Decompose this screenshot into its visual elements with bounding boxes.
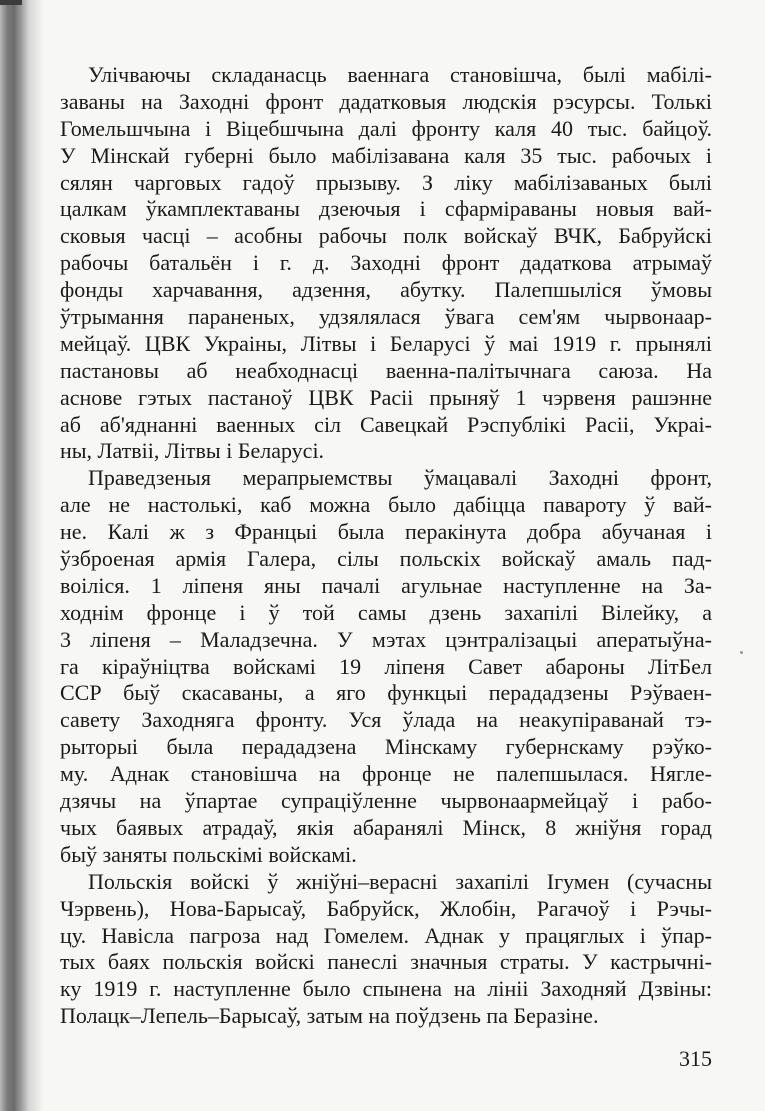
text-line: ку 1919 г. наступленне было спынена на лініі Заходняй Дзвіны: <box>60 976 712 1002</box>
text-line: Чэрвень), Нова-Барысаў, Бабруйск, Жлобін, Рагачоў і Рэчы- <box>60 895 712 921</box>
text-line: ўтрымання параненых, удзялялася ўвага сем'ям чырвонаар- <box>60 304 712 330</box>
text-line: аб аб'яднанні ваенных сіл Савецкай Рэспублікі Расіі, Украі- <box>60 411 712 437</box>
scan-corner-mark <box>0 0 22 5</box>
text-line: рыторыі была перададзена Мінскаму губернскаму рэўко- <box>60 734 712 760</box>
text-line: фонды харчавання, адзення, абутку. Палепшыліся ўмовы <box>60 277 712 303</box>
text-line: аснове гэтых пастаноў ЦВК Расіі прыняў 1 чэрвеня рашэнне <box>60 384 712 410</box>
text-line: чых баявых атрадаў, якія абаранялі Мінск, 8 жніўня горад <box>60 814 712 840</box>
text-line: дзячы на ўпартае супраціўленне чырвонаармейцаў і рабо- <box>60 788 712 814</box>
text-line: ны, Латвіі, Літвы і Беларусі. <box>60 438 325 464</box>
text-line: 3 ліпеня – Маладзечна. У мэтах цэнтралізацыі аператыўна- <box>60 626 712 652</box>
text-line: ўзброеная армія Галера, сілы польскіх войскаў амаль пад- <box>60 546 712 572</box>
text-line: га кіраўніцтва войскамі 19 ліпеня Савет абароны ЛітБел <box>60 653 712 679</box>
scan-speck <box>740 651 743 654</box>
paragraph-2 <box>60 465 712 868</box>
text-line: мейцаў. ЦВК Украіны, Літвы і Беларусі ў маі 1919 г. прынялі <box>60 330 712 356</box>
text-line: тых баях польскія войскі панеслі значныя страты. У кастрычні- <box>60 949 712 975</box>
text-line: воіліся. 1 ліпеня яны пачалі агульнае наступленне на За- <box>60 572 712 598</box>
text-line: цу. Навісла пагроза над Гомелем. Аднак у працяглых і ўпар- <box>60 922 712 948</box>
text-line: Гомельшчына і Віцебшчына далі фронту каля 40 тыс. байцоў. <box>60 115 712 141</box>
text-line: Праведзеныя мерапрыемствы ўмацавалі Заходні фронт, <box>88 465 712 491</box>
text-line: ССР быў скасаваны, а яго функцыі перададзены Рэўваен- <box>60 680 712 706</box>
text-line: У Мінскай губерні было мабілізавана каля 35 тыс. рабочых і <box>60 142 712 168</box>
paragraph-1 <box>60 62 712 465</box>
paragraph-3 <box>60 869 712 1030</box>
text-line: савету Заходняга фронту. Уся ўлада на неакупіраванай тэ- <box>60 707 712 733</box>
text-line: цалкам ўкамплектаваны дзеючыя і сфарміраваны новыя вай- <box>60 196 712 222</box>
body-text <box>60 62 712 1030</box>
text-line: заваны на Заходні фронт дадатковыя людскія рэсурсы. Толькі <box>60 88 712 114</box>
text-line: але не настолькі, каб можна было дабіцца павароту ў вай- <box>60 492 712 518</box>
text-line: Полацк–Лепель–Барысаў, затым на поўдзень па Беразіне. <box>60 1003 599 1029</box>
text-line: Польскія войскі ў жніўні–верасні захапілі Ігумен (сучасны <box>88 868 712 894</box>
text-line: пастановы аб неабходнасці ваенна-палітычнага саюза. На <box>60 357 712 383</box>
text-line: му. Аднак становішча на фронце не палепшылася. Нягле- <box>60 761 712 787</box>
text-line: не. Калі ж з Францыі была перакінута добра абучаная і <box>60 519 712 545</box>
text-line: рабочы батальён і г. д. Заходні фронт дадаткова атрымаў <box>60 250 712 276</box>
text-line: ходнім фронце і ў той самы дзень захапілі Вілейку, а <box>60 599 712 625</box>
text-line: сковыя часці – асобны рабочы полк войскаў ВЧК, Бабруйскі <box>60 223 712 249</box>
page-number: 315 <box>679 1046 712 1071</box>
text-line: быў заняты польскімі войскамі. <box>60 841 357 867</box>
text-line: сялян чарговых гадоў прызыву. З ліку мабілізаваных былі <box>60 169 712 195</box>
text-line: Улічваючы складанасць ваеннага становішча, былі мабілі- <box>88 62 712 87</box>
binding-shadow <box>0 0 46 1111</box>
